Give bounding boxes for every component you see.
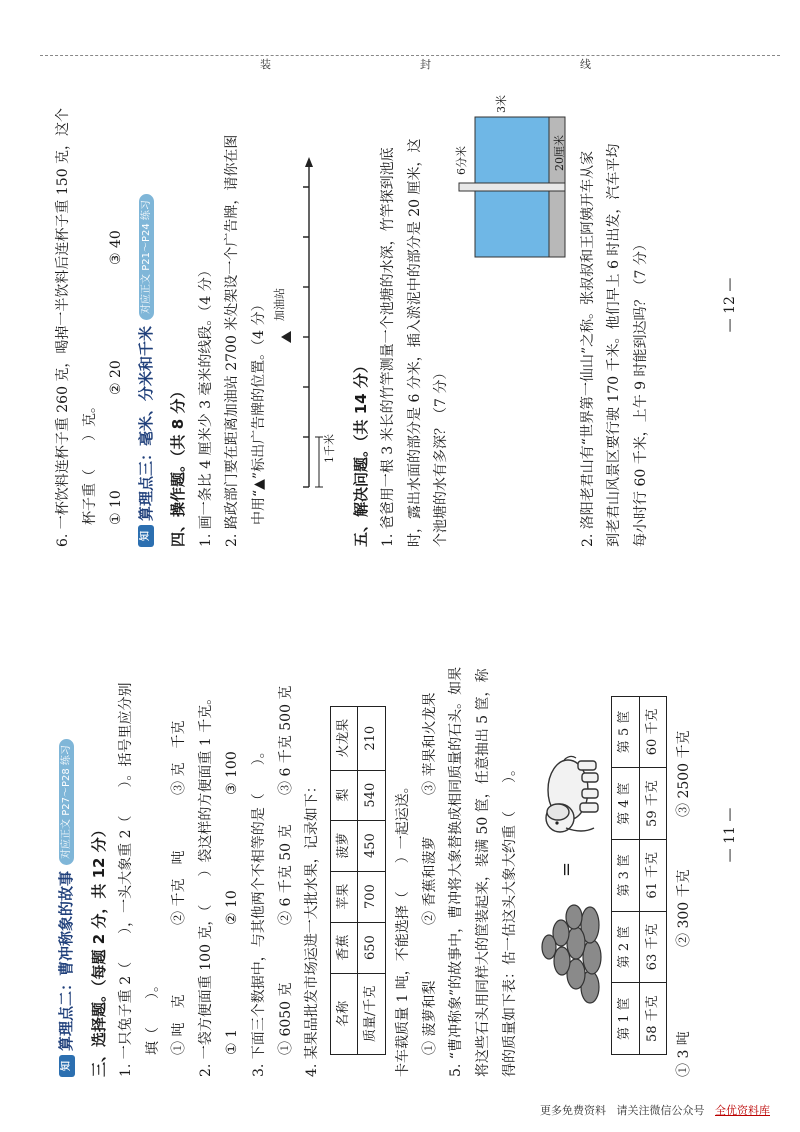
- knowledge-point-icon: 知: [138, 525, 154, 547]
- section-badge: 对应正文 P27～P28 练习: [59, 739, 74, 865]
- option-3: ③ 6 千克 500 克: [277, 685, 294, 795]
- elephant-icon: [532, 752, 602, 842]
- question-1: 1. 一只兔子重 2（ ），一头大象重 2（ ）。括号里应分别: [118, 682, 134, 1077]
- question-5-options: [671, 585, 698, 1077]
- section-heading-text: 算理点三：毫米、分米和千米: [136, 325, 155, 521]
- table-cell: 450: [358, 820, 386, 871]
- operation-2: 2. 路政部门要在距离加油站 2700 米处架设一个广告牌，请你在图: [224, 134, 241, 547]
- table-header-cell: 第 5 筐: [612, 696, 640, 768]
- stones-elephant-figure: [527, 585, 607, 1007]
- footer-text-3[interactable]: 全优资料库: [715, 1104, 770, 1117]
- page-number: — 12 —: [722, 277, 739, 333]
- rotated-spread: [50, 45, 750, 1085]
- question-4-options: [417, 585, 444, 1077]
- problem-1: 1. 爸爸用一根 3 米长的竹竿测量一个池塘的水深，竹竿探到池底: [380, 147, 397, 547]
- table-header-cell: 香蕉: [330, 922, 358, 973]
- option-1: ① 菠萝和梨: [421, 980, 438, 1055]
- table-header-cell: 第 1 筐: [612, 983, 640, 1055]
- option-3: ③ 苹果和火龙果: [421, 692, 438, 795]
- question-4-cont: 卡车载质量 1 吨，不能选择（ ）一起运送。: [395, 779, 412, 1077]
- table-cell: 58 千克: [639, 983, 667, 1055]
- seam-mark: 装: [260, 58, 271, 71]
- road-scale-figure: [273, 55, 343, 507]
- gas-station-label: 加油站: [272, 288, 286, 321]
- question-3: 3. 下面三个数据中，与其他两个不相等的是（ ）。: [250, 744, 267, 1077]
- question-1-cont: 填（ ）。: [144, 978, 161, 1055]
- equals-sign: =: [556, 861, 577, 877]
- stones-pile-icon: [532, 897, 602, 1007]
- operation-2-cont: 中用“▲”标出广告牌的位置。（4 分）: [250, 297, 267, 525]
- question-2-options: [219, 585, 246, 1077]
- question-2: 2. 一袋方便面重 100 克，（ ）袋这样的方便面重 1 千克。: [197, 690, 214, 1077]
- option-2: ② 千克 吨: [171, 850, 188, 925]
- question-4: 4. 某果品批发市场运进一大批水果，记录如下：: [304, 779, 321, 1077]
- table-cell: 60 千克: [639, 696, 667, 768]
- table-row: [639, 696, 667, 1054]
- table-cell: 63 千克: [639, 911, 667, 983]
- table-header-cell: 菠萝: [330, 820, 358, 871]
- table-cell: 59 千克: [639, 768, 667, 840]
- question-6-options: [103, 55, 130, 547]
- table-cell: 700: [358, 871, 386, 922]
- pond-figure: [455, 87, 575, 287]
- table-header-cell: 火龙果: [330, 706, 358, 770]
- label-3-meters: 3米: [494, 95, 508, 113]
- table-row: [612, 696, 640, 1054]
- question-6: 6. 一杯饮料连杯子重 260 克，喝掉一半饮料后连杯子重 150 克，这个: [55, 107, 71, 547]
- operation-1: 1. 画一条比 4 厘米少 3 毫米的线段。（4 分）: [197, 263, 214, 547]
- option-3: ③ 克 千克: [171, 720, 188, 795]
- problem-2-cont-1: 到老君山风景区要行驶 170 千米。他们早上 6 时出发，汽车平均: [606, 143, 623, 547]
- option-2: ② 香蕉和菠萝: [421, 836, 438, 925]
- option-1: ① 3 吨: [676, 1031, 693, 1077]
- problem-2-cont-2: 每小时行 60 千米，上午 9 时能到达吗？（7 分）: [633, 237, 650, 547]
- footer-promo: [540, 1102, 770, 1118]
- fruit-table: [330, 706, 386, 1055]
- section-heading-2: [52, 585, 81, 1077]
- footer-text-1: 更多免费资料: [540, 1104, 606, 1117]
- question-5-cont-1: 将这些石头用同样大的筐装起来，装满 50 筐，任意抽出 5 筐，称: [474, 668, 491, 1077]
- table-cell: 质量/千克: [358, 973, 386, 1054]
- option-3: ③ 40: [108, 230, 125, 265]
- option-1: ① 10: [108, 490, 125, 525]
- basket-table: [611, 696, 667, 1055]
- problem-1-cont-1: 时，露出水面的部分是 6 分米，插入淤泥中的部分是 20 厘米，这: [406, 138, 423, 547]
- table-header-cell: 第 2 筐: [612, 911, 640, 983]
- section-heading-text: 算理点二：曹冲称象的故事: [57, 870, 75, 1051]
- gas-station-marker-icon: [281, 331, 291, 343]
- question-5: 5. “曹冲称象”的故事中，曹冲将大象替换成相同质量的石头。如果: [448, 666, 465, 1077]
- question-5-cont-2: 得的质量如下表：估一估这头大象大约重（ ）。: [501, 762, 518, 1077]
- left-page: [50, 585, 750, 1085]
- option-3: ③ 2500 千克: [676, 730, 693, 817]
- option-2: ② 6 千克 50 克: [277, 824, 294, 925]
- table-cell: 210: [358, 706, 386, 770]
- right-page: [50, 55, 750, 555]
- table-header-cell: 第 3 筐: [612, 839, 640, 911]
- problem-2: 2. 洛阳老君山有“世界第一仙山”之称。张叔叔和王阿姨开车从家: [579, 150, 596, 547]
- option-1: ① 吨 克: [171, 994, 188, 1055]
- table-cell: 650: [358, 922, 386, 973]
- problem-1-cont-2: 个池塘的水有多深？（7 分）: [433, 365, 450, 547]
- seam-mark: 封: [420, 58, 431, 71]
- section-5-title: 五、解决问题。（共 14 分）: [351, 358, 370, 547]
- option-1: ① 1: [224, 1029, 241, 1055]
- table-header-cell: 第 4 筐: [612, 768, 640, 840]
- question-6-cont: 杯子重（ ）克。: [81, 399, 98, 525]
- pond-pole-diagram: [455, 87, 575, 287]
- table-row: [358, 706, 386, 1054]
- section-badge: 对应正文 P21～P24 练习: [139, 194, 154, 320]
- question-3-options: [273, 585, 300, 1077]
- table-cell: 61 千克: [639, 839, 667, 911]
- option-2: ② 10: [224, 890, 241, 925]
- seam-mark: 线: [580, 58, 591, 71]
- table-cell: 540: [358, 770, 386, 820]
- table-row: [330, 706, 358, 1054]
- option-1: ① 6050 克: [277, 982, 294, 1055]
- page-number: — 11 —: [722, 807, 739, 863]
- section-4-title: 四、操作题。（共 8 分）: [169, 383, 188, 547]
- question-1-options: [166, 585, 193, 1077]
- option-2: ② 20: [108, 360, 125, 395]
- table-header-cell: 梨: [330, 770, 358, 820]
- table-header-cell: 苹果: [330, 871, 358, 922]
- binding-seam: [40, 55, 780, 76]
- label-6-decimeters: 6分米: [454, 146, 468, 175]
- option-3: ③ 100: [224, 751, 241, 795]
- option-2: ② 300 千克: [676, 869, 693, 947]
- footer-text-2: 请关注微信公众号: [616, 1104, 705, 1117]
- knowledge-point-icon: 知: [59, 1055, 75, 1077]
- section-3-title: 三、选择题。（每题 2 分，共 12 分）: [89, 822, 108, 1077]
- scale-label: 1千米: [322, 434, 336, 463]
- section-heading-3: [132, 55, 161, 547]
- table-header-cell: 名称: [330, 973, 358, 1054]
- label-20-centimeters: 20厘米: [552, 135, 566, 171]
